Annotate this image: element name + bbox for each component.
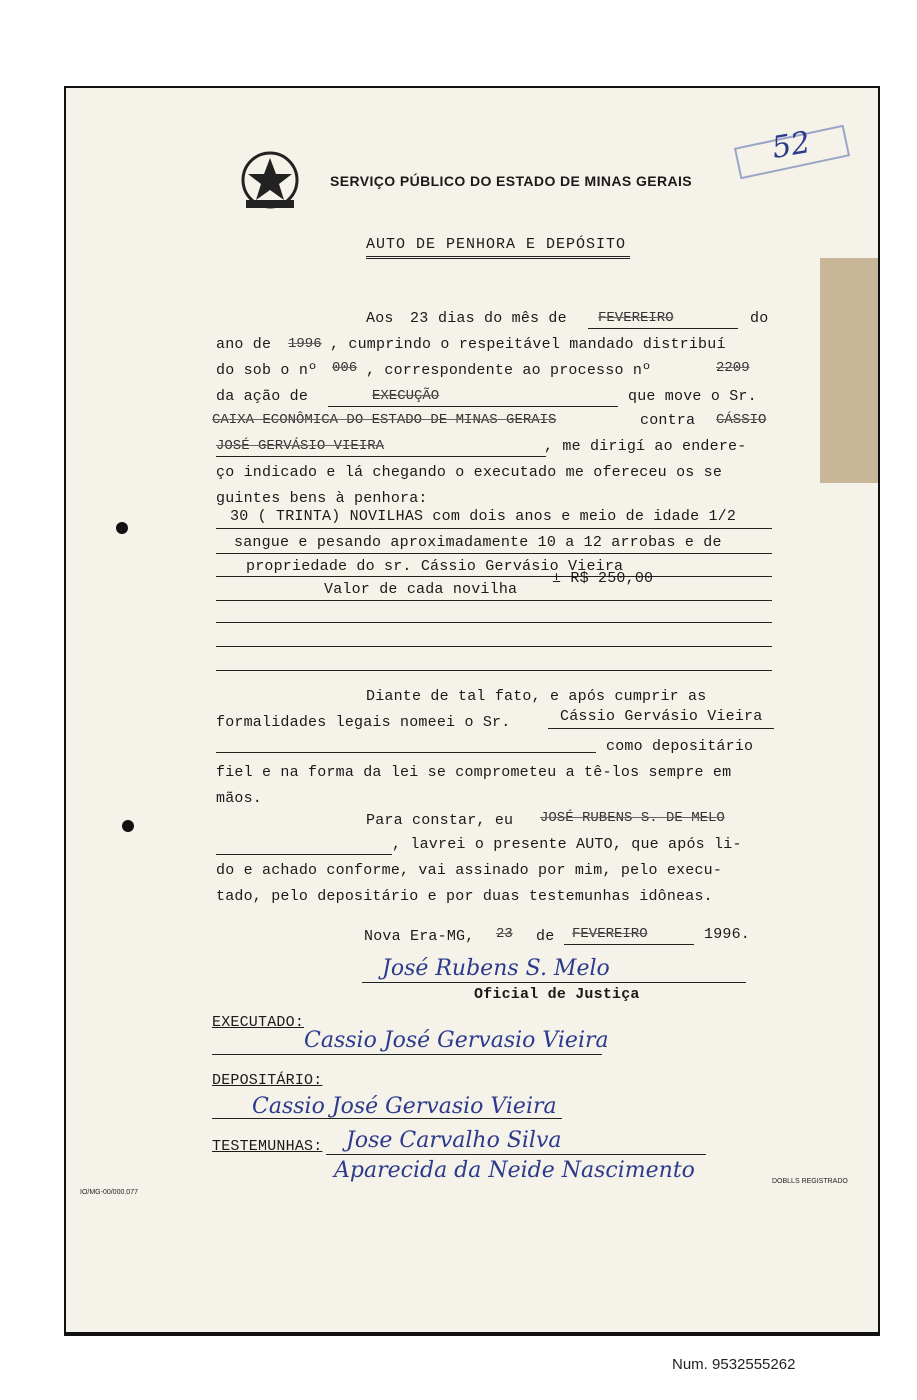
reu-last-name: JOSÉ GERVÁSIO VIEIRA — [216, 438, 385, 454]
text-cumprindo: , cumprindo o respeitável mandado distribuí — [330, 336, 726, 353]
bens-rule — [216, 576, 772, 577]
bens-line-4: Valor de cada novilha — [324, 581, 518, 598]
punch-hole — [122, 820, 134, 832]
bens-line-3: propriedade do sr. Cássio Gervásio Vieira — [246, 558, 624, 575]
text-correspondente: , correspondente ao processo nº — [366, 362, 652, 379]
text-contra: contra — [640, 412, 696, 429]
text-da-acao: da ação de — [216, 388, 309, 405]
signature-line — [326, 1154, 706, 1155]
date-day: 23 — [496, 926, 513, 942]
oficial-label: Oficial de Justiça — [474, 986, 640, 1003]
executado-signature: Cassio José Gervasio Vieira — [304, 1028, 609, 1053]
fill-line — [564, 944, 694, 945]
signature-line — [362, 982, 746, 983]
text-formalidades: formalidades legais nomeei o Sr. — [216, 714, 511, 731]
coat-of-arms-emblem — [234, 146, 306, 218]
text-guintes-bens: guintes bens à penhora: — [216, 490, 428, 507]
fill-line — [216, 854, 392, 855]
fill-line — [216, 752, 596, 753]
document-page — [66, 88, 878, 1332]
acao-value: EXECUÇÃO — [372, 388, 440, 404]
depositario-label: DEPOSITÁRIO: — [212, 1072, 323, 1089]
printer-mark: DOBLLS REGISTRADO — [772, 1178, 848, 1185]
document-number: Num. 9532555262 — [672, 1356, 796, 1373]
testemunhas-label: TESTEMUNHAS: — [212, 1138, 323, 1155]
testemunha-2-signature: Aparecida da Neide Nascimento — [334, 1158, 695, 1183]
day-value: 23 — [410, 310, 429, 327]
text-como-depositario: como depositário — [606, 738, 754, 755]
text-do: do — [750, 310, 769, 327]
text-ano-de: ano de — [216, 336, 272, 353]
signature-line — [212, 1054, 602, 1055]
bens-line-1: 30 ( TRINTA) NOVILHAS com dois anos e meio de idade 1/2 — [230, 508, 737, 525]
bens-rule — [216, 528, 772, 529]
header-org: SERVIÇO PÚBLICO DO ESTADO DE MINAS GERAIS — [330, 173, 693, 189]
text-maos: mãos. — [216, 790, 263, 807]
oficial-signature: José Rubens S. Melo — [382, 956, 610, 981]
fill-line — [328, 406, 618, 407]
date-month: FEVEREIRO — [572, 926, 648, 942]
reu-first-name: CÁSSIO — [716, 412, 767, 428]
text-me-dirigi: , me dirigí ao endere- — [544, 438, 747, 455]
text-aos: Aos — [366, 310, 394, 327]
autor-value: CAIXA ECONÔMICA DO ESTADO DE MINAS GERAIS — [212, 412, 557, 428]
text-do-sob: do sob o nº — [216, 362, 318, 379]
month-value: FEVEREIRO — [598, 310, 674, 326]
form-code: IO/MG-00/000.077 — [80, 1189, 138, 1196]
fill-line — [548, 728, 774, 729]
text-para-constar: Para constar, eu — [366, 812, 514, 829]
document-title: AUTO DE PENHORA E DEPÓSITO — [366, 236, 627, 253]
depositario-name: Cássio Gervásio Vieira — [560, 708, 763, 725]
bens-line-2: sangue e pesando aproximadamente 10 a 12 arrobas e de — [234, 534, 722, 551]
fill-line — [216, 456, 546, 457]
bens-rule — [216, 670, 772, 671]
place: Nova Era-MG, — [364, 928, 475, 945]
testemunha-1-signature: Jose Carvalho Silva — [346, 1128, 562, 1153]
depositario-signature: Cassio José Gervasio Vieira — [252, 1094, 557, 1119]
text-achado: do e achado conforme, vai assinado por mim, pelo execu- — [216, 862, 723, 879]
signature-line — [212, 1118, 562, 1119]
text-dias-mes: dias do mês de — [438, 310, 567, 327]
date-year: 1996. — [704, 926, 751, 943]
bens-rule — [216, 553, 772, 554]
mandado-number: 006 — [332, 360, 358, 376]
text-que-move: que move o Sr. — [628, 388, 757, 405]
year-value: 1996 — [288, 336, 322, 352]
oficial-name: JOSÉ RUBENS S. DE MELO — [540, 810, 725, 826]
text-endereco: ço indicado e lá chegando o executado me ofereceu os se — [216, 464, 723, 481]
fill-line — [588, 328, 738, 329]
bens-rule — [216, 622, 772, 623]
punch-hole — [116, 522, 128, 534]
bens-rule — [216, 646, 772, 647]
text-lavrei: , lavrei o presente AUTO, que após li- — [392, 836, 742, 853]
text-diante: Diante de tal fato, e após cumprir as — [366, 688, 707, 705]
bens-rule — [216, 600, 772, 601]
bens-value: ± R$ 250,00 — [552, 570, 654, 587]
text-fiel: fiel e na forma da lei se comprometeu a tê-los sempre em — [216, 764, 732, 781]
stamp-handwritten-number: 52 — [769, 124, 813, 167]
executado-label: EXECUTADO: — [212, 1014, 305, 1031]
title-underline — [366, 256, 630, 259]
paper-tear-edge — [820, 258, 878, 483]
date-de: de — [536, 928, 555, 945]
processo-number: 2209 — [716, 360, 750, 376]
text-testemunhas-idoneas: tado, pelo depositário e por duas testemunhas idôneas. — [216, 888, 713, 905]
